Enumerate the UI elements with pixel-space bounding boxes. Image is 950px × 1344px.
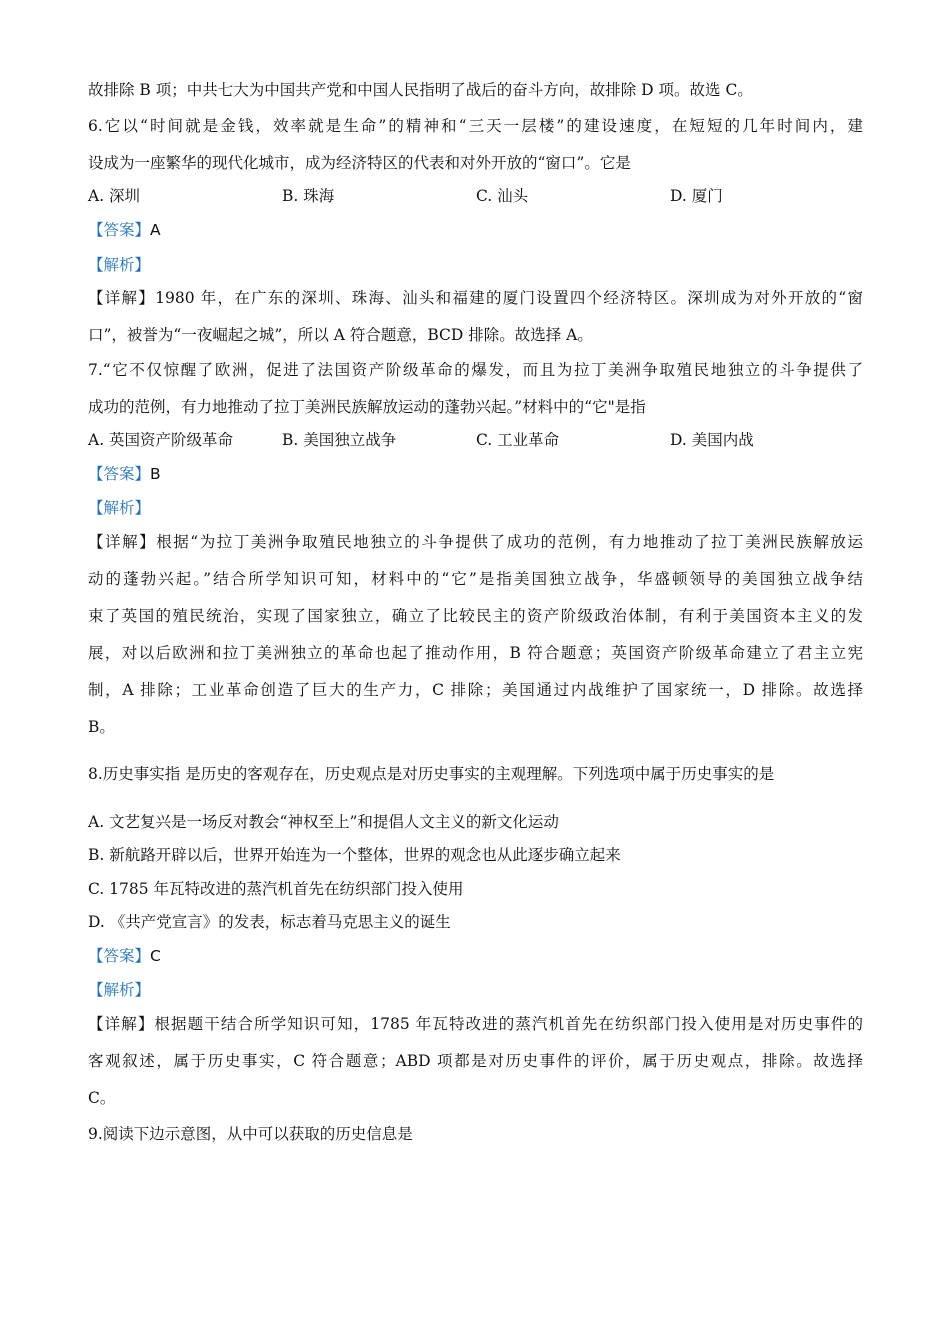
q7-answer-value: B	[150, 465, 161, 483]
q6-option-b: B. 珠海	[282, 187, 335, 205]
q7-stem-line-1: 7.“它不仅惊醒了欧洲，促进了法国资产阶级革命的爆发，而且为拉丁美洲争取殖民地独立的斗争提供了	[88, 361, 863, 379]
q8-option-b: B. 新航路开辟以后，世界开始连为一个整体，世界的观念也从此逐步确立起来	[88, 846, 621, 864]
q5-tail: 故排除 B 项；中共七大为中国共产党和中国人民指明了战后的奋斗方向，故排除 D 项。故选 C。	[88, 81, 753, 99]
q6-stem-line-2: 设成为一座繁华的现代化城市，成为经济特区的代表和对外开放的“窗口”。它是	[88, 154, 631, 172]
q6-detail-text-1: 1980 年，在广东的深圳、珠海、汕头和福建的厦门设置四个经济特区。深圳成为对外开放的“窗	[155, 289, 863, 307]
q7-stem-line-2: 成功的范例，有力地推动了拉丁美洲民族解放运动的蓬勃兴起。”材料中的“它"是指	[88, 398, 646, 416]
q8-detail-line-3: C。	[88, 1089, 116, 1107]
q8-detail-line-1	[88, 1013, 863, 1035]
q6-answer-value: A	[150, 221, 161, 239]
q8-analysis	[88, 979, 863, 1001]
q6-detail-line-1	[88, 287, 863, 309]
q7-detail-line-1	[88, 531, 863, 553]
q7-option-a: A. 英国资产阶级革命	[88, 431, 234, 449]
analysis-tag: 【解析】	[88, 256, 151, 274]
q7-detail-text-1: 根据“为拉丁美洲争取殖民地独立的斗争提供了成功的范例，有力地推动了拉丁美洲民族解放运	[156, 533, 863, 551]
answer-tag: 【答案】	[88, 947, 151, 965]
q7-detail-line-4: 展，对以后欧洲和拉丁美洲独立的革命也起了推动作用，B 符合题意；英国资产阶级革命建立了君主立宪	[88, 644, 863, 662]
q7-analysis	[88, 497, 863, 519]
q8-stem: 8.历史事实指 是历史的客观存在，历史观点是对历史事实的主观理解。下列选项中属于历史事实的是	[88, 765, 775, 783]
q8-option-c: C. 1785 年瓦特改进的蒸汽机首先在纺织部门投入使用	[88, 880, 464, 898]
q8-detail-text-1: 根据题干结合所学知识可知，1785 年瓦特改进的蒸汽机首先在纺织部门投入使用是对历史事件的	[154, 1015, 863, 1033]
q7-answer	[88, 463, 863, 485]
q8-option-a: A. 文艺复兴是一场反对教会“神权至上”和提倡人文主义的新文化运动	[88, 813, 559, 831]
analysis-tag: 【解析】	[88, 499, 151, 517]
q6-answer	[88, 219, 863, 241]
q6-analysis	[88, 254, 863, 276]
answer-tag: 【答案】	[88, 221, 151, 239]
q7-detail-line-5: 制，A 排除；工业革命创造了巨大的生产力，C 排除；美国通过内战维护了国家统一，D 排除。故选择	[88, 681, 863, 699]
q6-option-c: C. 汕头	[476, 187, 529, 205]
q7-option-b: B. 美国独立战争	[282, 431, 397, 449]
detail-tag: 【详解】	[88, 289, 156, 307]
q6-detail-line-2: 口”，被誉为“一夜崛起之城”，所以 A 符合题意，BCD 排除。故选择 A。	[88, 326, 593, 344]
q7-option-d: D. 美国内战	[670, 431, 754, 449]
analysis-tag: 【解析】	[88, 981, 151, 999]
answer-tag: 【答案】	[88, 465, 151, 483]
q7-detail-line-2: 动的蓬勃兴起。”结合所学知识可知，材料中的“它”是指美国独立战争，华盛顿领导的美国独立战争结	[88, 570, 863, 588]
q7-option-c: C. 工业革命	[476, 431, 560, 449]
q8-option-d: D. 《共产党宣言》的发表，标志着马克思主义的诞生	[88, 913, 451, 931]
q8-detail-line-2: 客观叙述，属于历史事实，C 符合题意；ABD 项都是对历史事件的评价，属于历史观点，排除。故选择	[88, 1052, 863, 1070]
q8-answer-value: C	[150, 947, 161, 965]
detail-tag: 【详解】	[88, 533, 157, 551]
q8-answer	[88, 945, 863, 967]
q9-stem: 9.阅读下边示意图，从中可以获取的历史信息是	[88, 1125, 413, 1143]
q7-detail-line-3: 束了英国的殖民统治，实现了国家独立，确立了比较民主的资产阶级政治体制，有利于美国资本主义的发	[88, 607, 863, 625]
detail-tag: 【详解】	[88, 1015, 155, 1033]
q7-detail-line-6: B。	[88, 718, 115, 736]
q6-stem-line-1: 6.它以“时间就是金钱，效率就是生命”的精神和“三天一层楼”的建设速度，在短短的几年时间内，建	[88, 117, 863, 135]
q6-option-d: D. 厦门	[670, 187, 723, 205]
q6-option-a: A. 深圳	[88, 187, 141, 205]
